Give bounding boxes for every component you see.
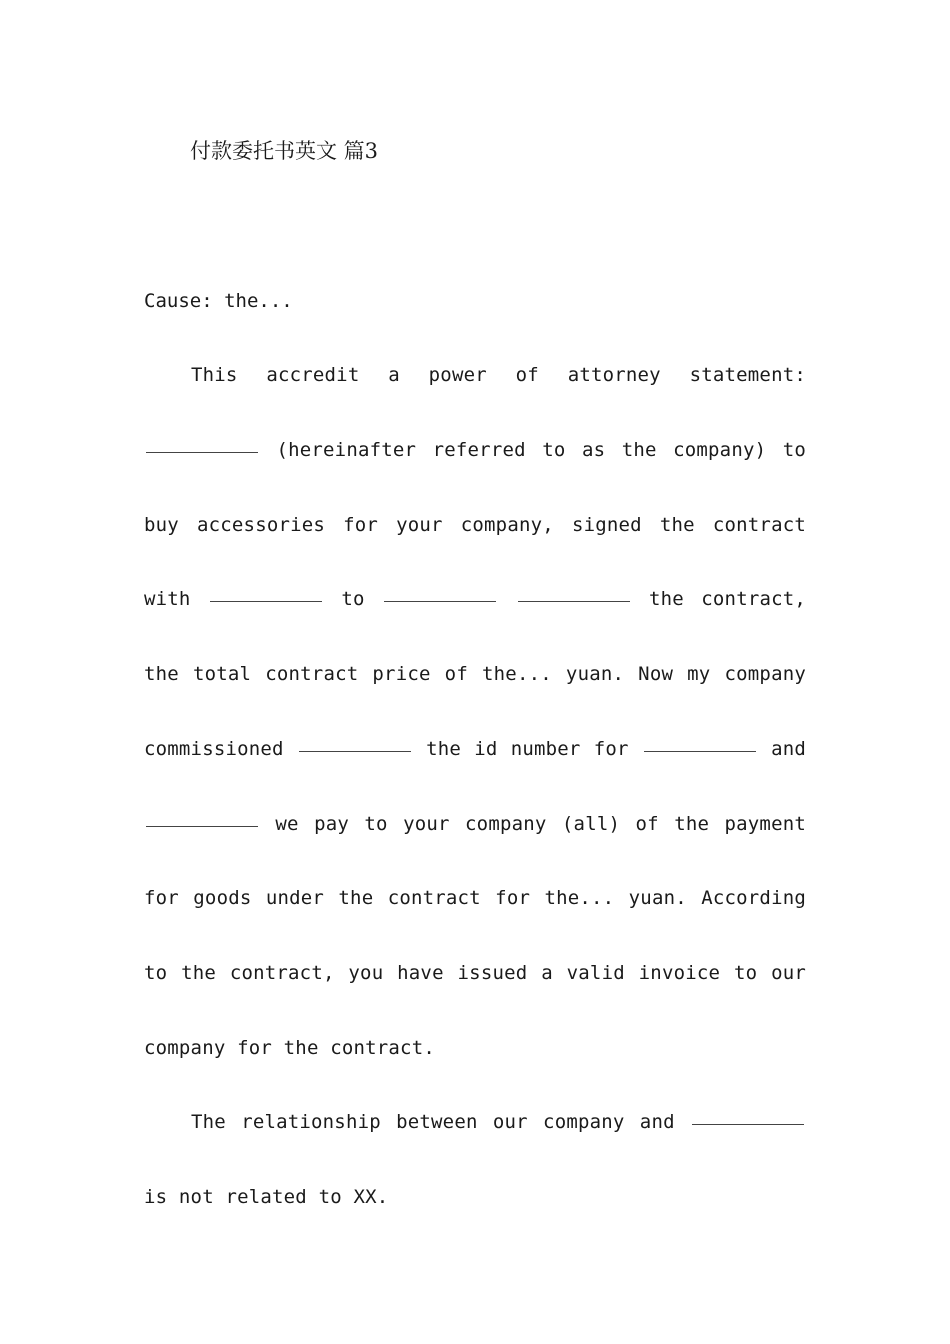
fill-in-blank (692, 1123, 804, 1125)
document-heading: 付款委托书英文 篇3 (190, 139, 379, 163)
paragraph-text: This accredit a power of attorney statement: (191, 364, 806, 386)
cause-line: Cause: the... (144, 290, 293, 312)
paragraph-text: the id number for (426, 737, 629, 760)
paragraph-text: (hereinafter referred to as the company) to buy accessories for your company, signed the contract with (144, 438, 806, 611)
paragraph-text: we pay to your company (all) of the payment for goods under the contract for the... yuan. According to the contract, you have issued a valid invoice to our company for the contract. (144, 812, 806, 1059)
fill-in-blank (384, 600, 496, 602)
fill-in-blank (299, 750, 411, 752)
fill-in-blank (210, 600, 322, 602)
attorney-statement-paragraph (144, 338, 806, 1086)
paragraph-text: the contract, the total contract price of the... yuan. Now my company commissioned (144, 588, 807, 760)
relationship-paragraph (144, 1085, 806, 1235)
fill-in-blank (644, 750, 756, 752)
paragraph-text: is not related to XX. (144, 1185, 389, 1208)
fill-in-blank (518, 600, 630, 602)
paragraph-text: The relationship between our company and (191, 1111, 675, 1133)
paragraph-text: and (771, 737, 807, 760)
fill-in-blank (146, 451, 258, 453)
fill-in-blank (146, 825, 258, 827)
paragraph-text: to (341, 588, 365, 611)
